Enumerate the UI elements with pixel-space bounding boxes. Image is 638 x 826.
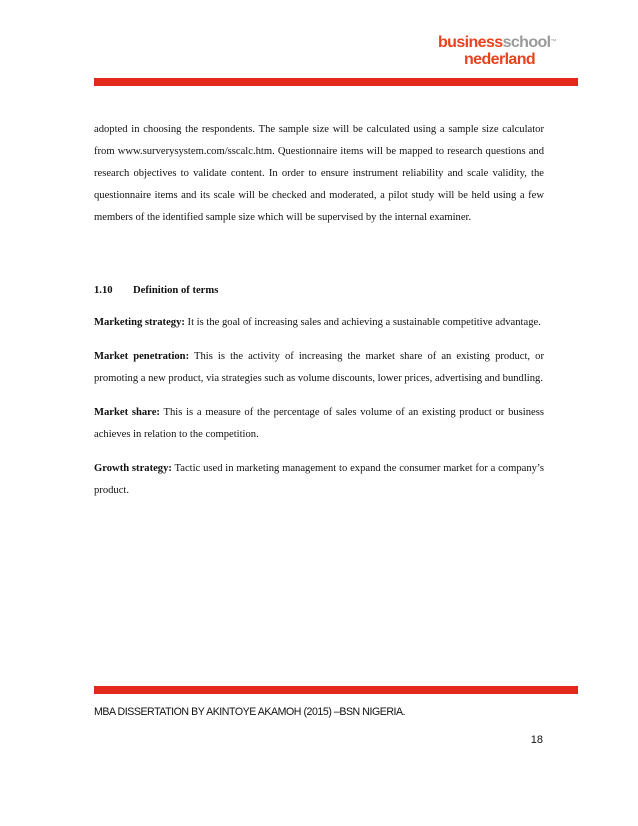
term-label: Growth strategy: — [94, 463, 172, 474]
logo-word-business: business — [438, 34, 503, 51]
term-definition: It is the goal of increasing sales and achieving a sustainable competitive advantage. — [184, 317, 541, 328]
term-definition: This is a measure of the percentage of sales volume of an existing product or business achieves in relation to the competition. — [94, 407, 544, 440]
logo-line-1 — [438, 34, 578, 51]
footer-dissertation-credit: MBA DISSERTATION BY AKINTOYE AKAMOH (2015) –BSN NIGERIA. — [94, 706, 406, 718]
intro-paragraph: adopted in choosing the respondents. The sample size will be calculated using a sample size calculator from www.surverysystem.com/sscalc.htm. Questionnaire items will be mapped to research questions and research objectives to validate content. In order to ensure instrument reliability and scale validity, the questionnaire items and its scale will be checked and moderated, a pilot study will be held using a few members of the identified sample size which will be supervised by the internal examiner. — [94, 124, 544, 223]
page-content — [94, 119, 544, 514]
term-label: Marketing strategy: — [94, 317, 185, 328]
business-school-nederland-logo — [438, 34, 578, 68]
term-marketing-strategy — [94, 312, 544, 334]
term-definition: This is the activity of increasing the market share of an existing product, or promoting a new product, via strategies such as volume discounts, lower prices, advertising and bundling. — [94, 351, 544, 384]
logo-word-nederland: nederland — [464, 51, 536, 68]
term-label: Market penetration: — [94, 351, 190, 362]
page-number: 18 — [530, 734, 543, 746]
term-market-penetration — [94, 346, 544, 390]
term-label: Market share: — [94, 407, 160, 418]
term-growth-strategy — [94, 458, 544, 502]
header-red-bar — [94, 78, 578, 86]
logo-trademark: ™ — [550, 39, 556, 45]
logo-word-school: school — [502, 34, 551, 51]
term-market-share — [94, 402, 544, 446]
term-definition: Tactic used in marketing management to expand the consumer market for a company’s product. — [94, 463, 544, 496]
section-title: Definition of terms — [133, 285, 219, 296]
footer-red-bar — [94, 686, 578, 694]
section-number: 1.10 — [94, 285, 113, 296]
section-heading — [94, 280, 544, 302]
